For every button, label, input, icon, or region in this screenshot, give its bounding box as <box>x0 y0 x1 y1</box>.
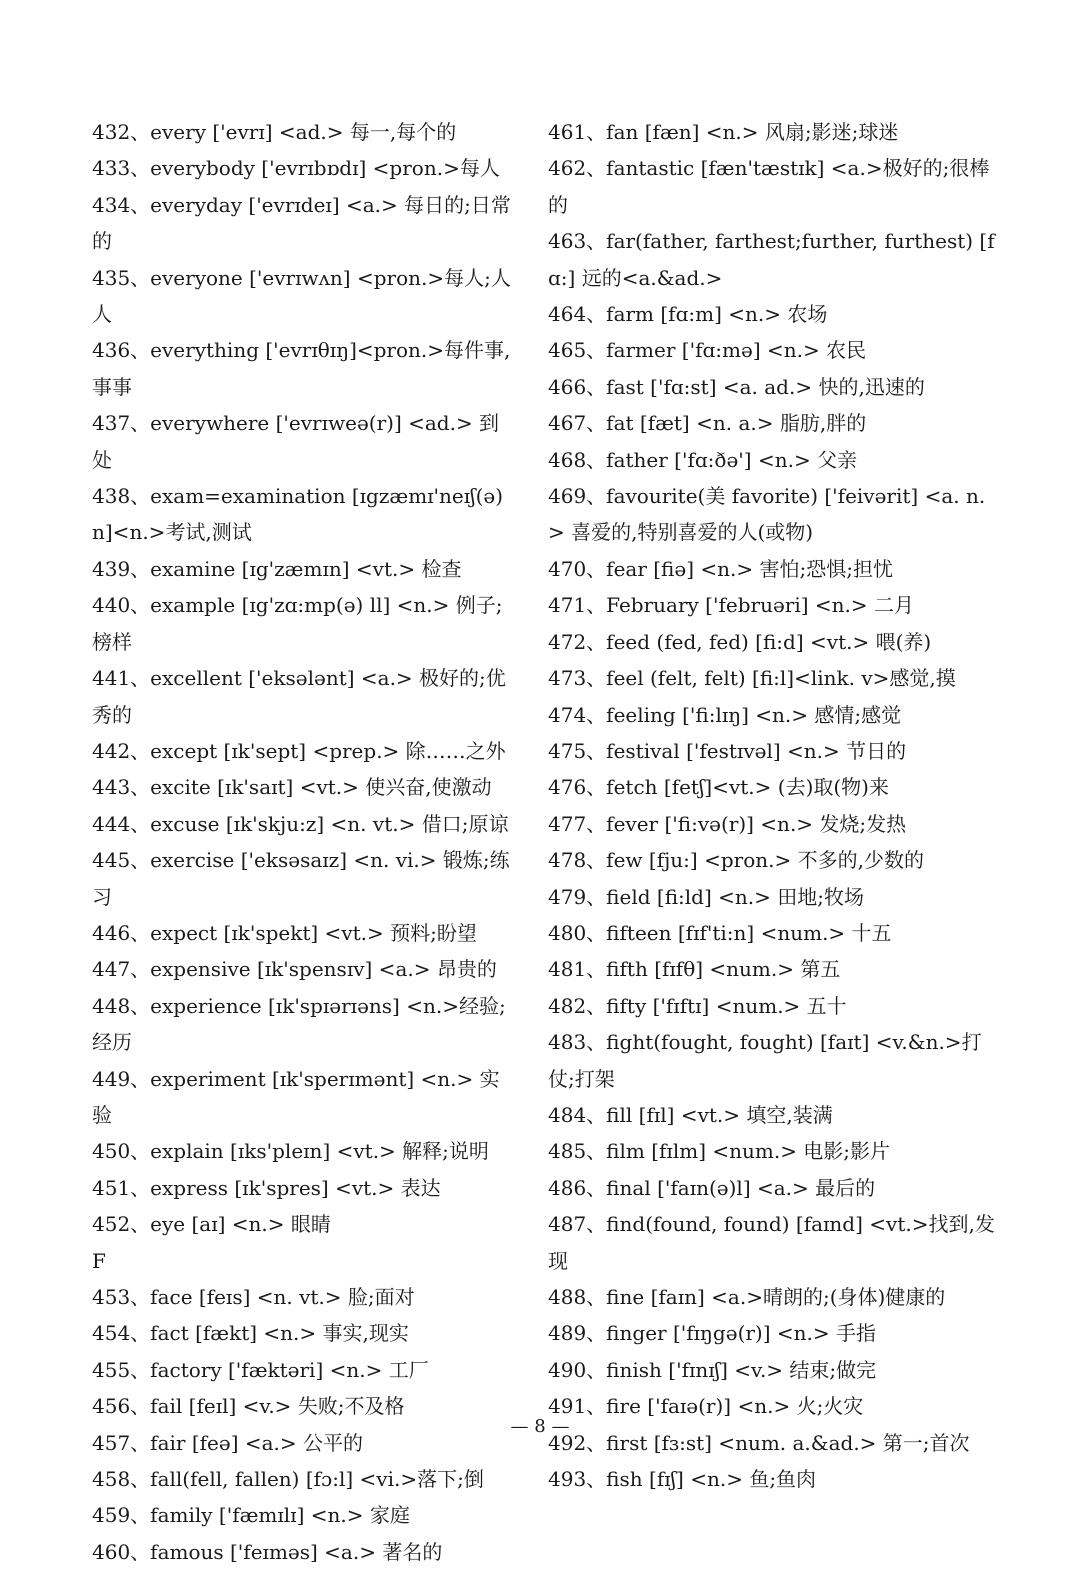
vocab-entry: 457、fair [feə] <a.> 公平的 <box>92 1430 364 1455</box>
vocab-entry: 441、excellent ['eksələnt] <a.> 极好的;优秀的 <box>92 666 506 727</box>
vocab-entry: 442、except [ɪk'sept] <prep.> 除……之外 <box>92 738 506 763</box>
vocab-entry: 490、finish ['fɪnɪʃ] <v.> 结束;做完 <box>548 1357 877 1382</box>
vocab-entry: 478、few [fju:] <pron.> 不多的,少数的 <box>548 848 924 873</box>
vocab-entry: 437、everywhere ['evrɪweə(r)] <ad.> 到处 <box>92 411 500 472</box>
vocab-entry: 483、fight(fought, fought) [faɪt] <v.&n.>打仗;打架 <box>548 1030 982 1091</box>
vocab-entry: 452、eye [aɪ] <n.> 眼睛 <box>92 1212 331 1237</box>
vocab-entry: 466、fast ['fɑ:st] <a. ad.> 快的,迅速的 <box>548 374 925 399</box>
vocab-entry: 450、explain [ɪks'pleɪn] <vt.> 解释;说明 <box>92 1139 489 1164</box>
vocab-entry: 461、fan [fæn] <n.> 风扇;影迷;球迷 <box>548 120 899 144</box>
vocab-entry: 460、famous ['feɪməs] <a.> 著名的 <box>92 1539 443 1564</box>
vocab-entry: 432、every ['evrɪ] <ad.> 每一,每个的 <box>92 120 457 144</box>
vocab-entry: 492、first [fɜ:st] <num. a.&ad.> 第一;首次 <box>548 1430 970 1455</box>
vocab-entry: 433、everybody ['evrɪbɒdɪ] <pron.>每人 <box>92 156 500 181</box>
vocab-entry: 485、film [fɪlm] <num.> 电影;影片 <box>548 1139 891 1164</box>
vocab-entry: 468、father ['fɑ:ðə'] <n.> 父亲 <box>548 447 858 472</box>
vocab-entry: 458、fall(fell, fallen) [fɔ:l] <vi.>落下;倒 <box>92 1467 484 1492</box>
vocab-entry: 480、fifteen [fɪf'ti:n] <num.> 十五 <box>548 920 892 945</box>
vocab-entry: 434、everyday ['evrɪdeɪ] <a.> 每日的;日常的 <box>92 192 511 254</box>
right-column <box>548 114 998 1497</box>
vocab-entry: 448、experience [ɪk'spɪərɪəns] <n.>经验;经历 <box>92 993 506 1055</box>
vocab-entry: 455、factory ['fæktəri] <n.> 工厂 <box>92 1357 429 1382</box>
vocab-entry: 476、fetch [fetʃ]<vt.> (去)取(物)来 <box>548 775 889 800</box>
vocab-entry: 484、fill [fɪl] <vt.> 填空,装满 <box>548 1102 833 1127</box>
vocab-entry: 449、experiment [ɪk'sperɪmənt] <n.> 实验 <box>92 1066 500 1127</box>
vocab-entry: 465、farmer ['fɑ:mə] <n.> 农民 <box>548 338 867 363</box>
vocab-entry: 486、final ['faɪn(ə)l] <a.> 最后的 <box>548 1175 876 1200</box>
vocab-entry: 436、everything ['evrɪθɪŋ]<pron.>每件事,事事 <box>92 338 511 399</box>
vocab-entry: 464、farm [fɑ:m] <n.> 农场 <box>548 302 828 327</box>
vocab-entry: 453、face [feɪs] <n. vt.> 脸;面对 <box>92 1285 415 1309</box>
vocab-entry: 463、far(father, farthest;further, furthest) [fɑ:] 远的<a.&ad.> <box>548 229 995 290</box>
vocab-entry: 459、family ['fæmɪlɪ] <n.> 家庭 <box>92 1503 410 1528</box>
vocab-entry: 472、feed (fed, fed) [fi:d] <vt.> 喂(养) <box>548 629 932 654</box>
vocab-entry: 435、everyone ['evrɪwʌn] <pron.>每人;人人 <box>92 265 511 327</box>
vocab-entry: 471、February ['februəri] <n.> 二月 <box>548 593 915 618</box>
vocab-entry: 473、feel (felt, felt) [fi:l]<link. v>感觉,摸 <box>548 666 956 691</box>
vocab-entry: 454、fact [fækt] <n.> 事实,现实 <box>92 1321 409 1346</box>
vocab-entry: 482、fifty ['fɪftɪ] <num.> 五十 <box>548 993 847 1018</box>
section-letter: F <box>92 1248 106 1273</box>
vocab-entry: 444、excuse [ɪk'skju:z] <n. vt.> 借口;原谅 <box>92 811 509 836</box>
vocab-entry: 479、field [fi:ld] <n.> 田地;牧场 <box>548 884 864 909</box>
vocab-entry: 481、fifth [fɪfθ] <num.> 第五 <box>548 957 841 982</box>
vocab-entry: 462、fantastic [fæn'tæstɪk] <a.>极好的;很棒的 <box>548 156 990 217</box>
vocab-entry: 456、fail [feɪl] <v.> 失败;不及格 <box>92 1394 405 1419</box>
vocab-entry: 493、fish [fɪʃ] <n.> 鱼;鱼肉 <box>548 1467 817 1492</box>
left-column <box>92 114 512 1570</box>
vocab-entry: 469、favourite(美 favorite) ['feivərit] <a. n.> 喜爱的,特别喜爱的人(或物) <box>548 484 986 545</box>
vocab-entry: 440、example [ɪg'zɑ:mp(ə) ll] <n.> 例子;榜样 <box>92 593 503 654</box>
vocab-entry: 474、feeling ['fi:lɪŋ] <n.> 感情;感觉 <box>548 702 902 727</box>
vocab-entry: 438、exam=examination [ɪgzæmɪ'neɪʃ(ə)n]<n.>考试,测试 <box>92 484 504 545</box>
vocab-entry: 445、exercise ['eksəsaɪz] <n. vi.> 锻炼;练习 <box>92 848 510 909</box>
vocab-entry: 475、festival ['festɪvəl] <n.> 节日的 <box>548 738 907 763</box>
vocab-entry: 467、fat [fæt] <n. a.> 脂肪,胖的 <box>548 411 867 436</box>
page-number: — 8 — <box>510 1416 570 1437</box>
vocab-entry: 489、finger ['fɪŋgə(r)] <n.> 手指 <box>548 1321 877 1346</box>
vocab-entry: 488、fine [faɪn] <a.>晴朗的;(身体)健康的 <box>548 1285 946 1309</box>
vocab-entry: 451、express [ɪk'spres] <vt.> 表达 <box>92 1175 441 1200</box>
vocab-entry: 477、fever ['fi:və(r)] <n.> 发烧;发热 <box>548 811 907 836</box>
vocab-entry: 447、expensive [ɪk'spensɪv] <a.> 昂贵的 <box>92 957 497 982</box>
vocab-entry: 446、expect [ɪk'spekt] <vt.> 预料;盼望 <box>92 920 477 945</box>
vocab-entry: 443、excite [ɪk'saɪt] <vt.> 使兴奋,使激动 <box>92 775 492 800</box>
vocab-entry: 487、find(found, found) [faɪnd] <vt.>找到,发现 <box>548 1212 995 1273</box>
vocab-entry: 491、fire ['faɪə(r)] <n.> 火;火灾 <box>548 1394 864 1419</box>
vocab-entry: 439、examine [ɪg'zæmɪn] <vt.> 检查 <box>92 556 462 581</box>
vocab-entry: 470、fear [fiə] <n.> 害怕;恐惧;担忧 <box>548 556 893 581</box>
